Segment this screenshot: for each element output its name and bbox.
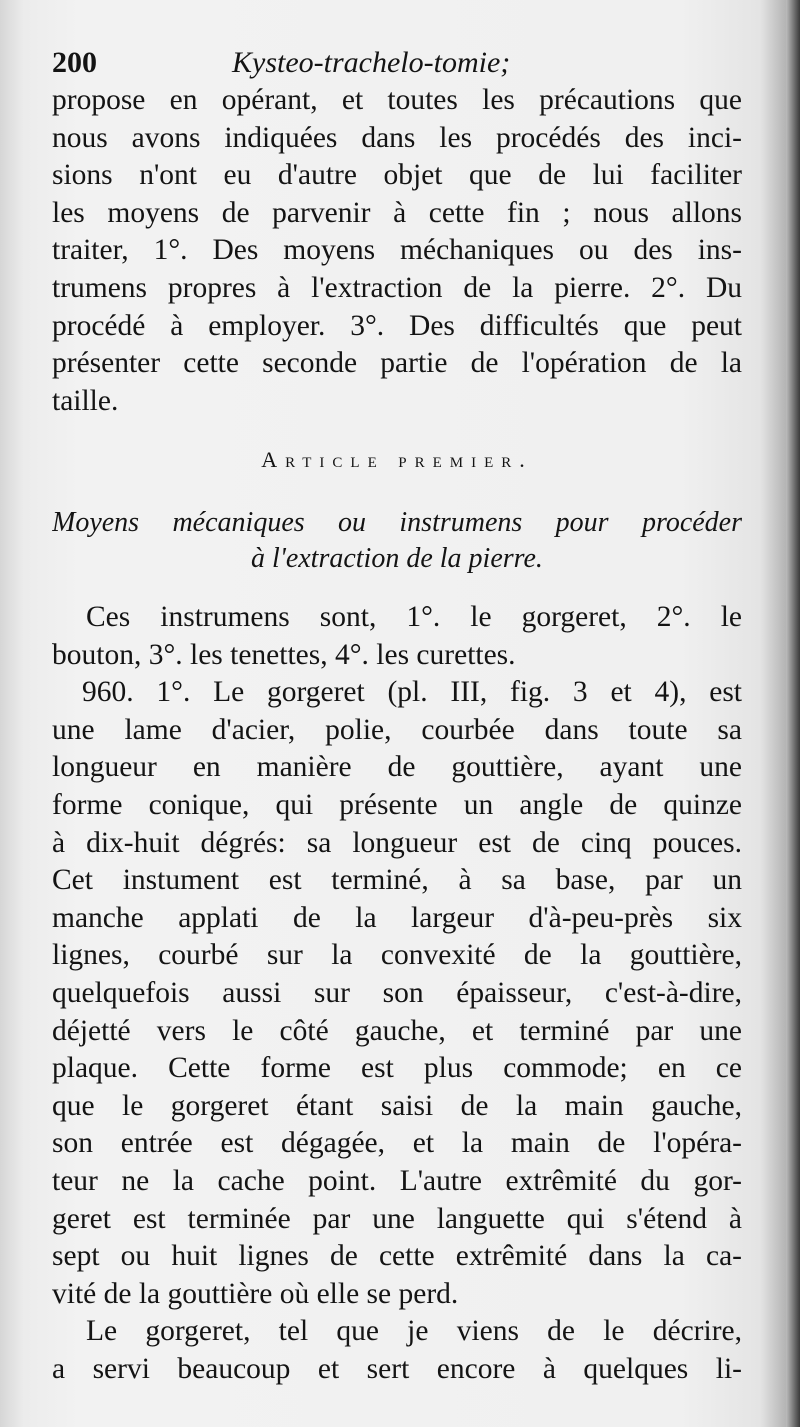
text-line: Ces instrumens sont, 1°. le gorgeret, 2°. le (86, 601, 742, 633)
text-line: bouton, 3°. les tenettes, 4°. les curettes. (52, 638, 516, 671)
text-line: a servi beaucoup et sert encore à quelques li- (52, 1352, 742, 1385)
text-line: geret est terminée par une languette qui s'étend à (52, 1202, 742, 1235)
subheading-line: Moyens mécaniques ou instrumens pour procéder (52, 507, 742, 538)
page-number: 200 (52, 46, 97, 79)
paragraph-intro (52, 82, 742, 420)
text-line: longueur en manière de gouttière, ayant une (52, 751, 742, 784)
text-line: traiter, 1°. Des moyens méchaniques ou des ins- (52, 234, 742, 267)
text-line: vité de la gouttière où elle se perd. (52, 1277, 459, 1310)
text-line: à dix-huit dégrés: sa longueur est de cinq pouces. (52, 826, 742, 859)
text-line: une lame d'acier, polie, courbée dans toute sa (52, 713, 742, 746)
text-line: procédé à employer. 3°. Des difficultés que peut (52, 309, 742, 342)
text-line: taille. (52, 384, 119, 417)
section-subheading (52, 505, 742, 577)
text-line: sept ou huit lignes de cette extrêmité dans la ca- (52, 1240, 742, 1273)
text-line: Cet instument est terminé, à sa base, par un (52, 864, 742, 897)
text-line: quelquefois aussi sur son épaisseur, c'est-à-dire, (52, 976, 742, 1009)
text-line: 960. 1°. Le gorgeret (pl. III, fig. 3 et 4), est (82, 676, 742, 709)
article-heading: Article premier. (261, 447, 533, 472)
running-title: Kysteo-trachelo-tomie; (232, 46, 511, 79)
text-line: les moyens de parvenir à cette fin ; nous allons (52, 196, 742, 229)
text-line: que le gorgeret étant saisi de la main gauche, (52, 1089, 742, 1122)
text-line: trumens propres à l'extraction de la pierre. 2°. Du (52, 271, 742, 304)
text-line: déjetté vers le côté gauche, et terminé par une (52, 1014, 742, 1047)
text-line: lignes, courbé sur la convexité de la gouttière, (52, 939, 742, 972)
text-line: teur ne la cache point. L'autre extrêmité du gor- (52, 1164, 742, 1197)
text-line: plaque. Cette forme est plus commode; en ce (52, 1052, 742, 1085)
text-line: sions n'ont eu d'autre objet que de lui faciliter (52, 159, 742, 192)
text-line: présenter cette seconde partie de l'opération de la (52, 347, 742, 380)
page-gutter-shadow (786, 0, 800, 1427)
paragraph-instruments (52, 599, 742, 1388)
subheading-line: à l'extraction de la pierre. (251, 543, 543, 574)
text-line: nous avons indiquées dans les procédés des inci- (52, 121, 742, 154)
text-line: propose en opérant, et toutes les précautions que (52, 84, 742, 116)
page-header (52, 40, 742, 86)
text-line: son entrée est dégagée, et la main de l'opéra- (52, 1127, 742, 1160)
text-line: manche applati de la largeur d'à-peu-près six (52, 901, 742, 934)
text-line: Le gorgeret, tel que je viens de le décrire, (86, 1315, 742, 1348)
text-line: forme conique, qui présente un angle de quinze (52, 788, 742, 821)
